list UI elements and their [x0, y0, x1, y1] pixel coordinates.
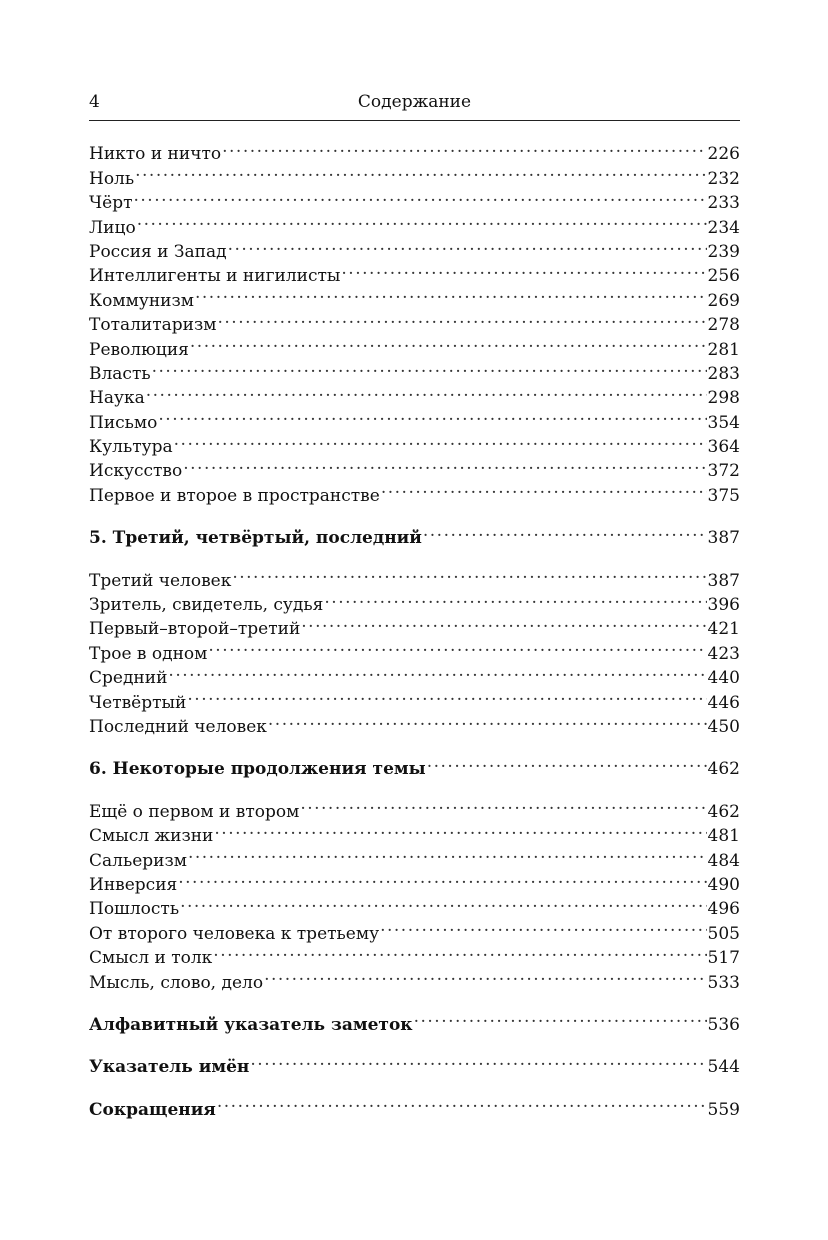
- toc-entry-page: 232: [707, 168, 740, 189]
- toc-entry-title: От второго человека к третьему: [89, 923, 380, 944]
- toc-entry-title: Инверсия: [89, 874, 178, 895]
- running-header: [89, 90, 740, 121]
- toc-entry-title: Лицо: [89, 217, 136, 238]
- toc-entry-page: 226: [707, 144, 740, 165]
- dot-leader: [301, 610, 706, 634]
- toc-entry-title: Первое и второе в пространстве: [89, 485, 380, 506]
- dot-leader: [341, 257, 706, 281]
- dot-leader: [218, 306, 707, 330]
- toc-group-chapter-5-items: [89, 561, 740, 737]
- toc-entry-page: 387: [707, 570, 740, 591]
- toc-entry-title: Коммунизм: [89, 290, 194, 311]
- toc-entry[interactable]: [89, 561, 740, 591]
- toc-entry-page: 234: [707, 217, 740, 238]
- dot-leader: [190, 330, 707, 354]
- toc-entry-page: 364: [707, 437, 740, 458]
- toc-entry-title: Тоталитаризм: [89, 315, 217, 336]
- toc-entry[interactable]: [89, 403, 740, 433]
- dot-leader: [168, 659, 706, 683]
- toc-entry-page: 281: [707, 339, 740, 360]
- toc-entry-page: 375: [707, 485, 740, 506]
- toc-entry-title: Смысл и толк: [89, 948, 213, 969]
- toc-alphabetic-index[interactable]: [89, 1006, 740, 1035]
- toc-entry-page: 481: [707, 826, 740, 847]
- toc-entry-page: 256: [707, 266, 740, 287]
- dot-leader: [414, 1006, 707, 1030]
- dot-leader: [232, 561, 706, 585]
- dot-leader: [137, 208, 707, 232]
- toc-entry-page: 440: [707, 668, 740, 689]
- toc-entry-title: Первый–второй–третий: [89, 619, 301, 640]
- toc-entry[interactable]: [89, 184, 740, 214]
- toc-chapter-page: 536: [707, 1014, 740, 1035]
- toc-entry[interactable]: [89, 683, 740, 713]
- dot-leader: [135, 159, 706, 183]
- dot-leader: [158, 403, 706, 427]
- toc-name-index[interactable]: [89, 1048, 740, 1078]
- dot-leader: [174, 428, 707, 452]
- toc-entry[interactable]: [89, 233, 740, 262]
- dot-leader: [208, 634, 706, 658]
- table-of-contents: [89, 135, 740, 1120]
- toc-entry-page: 446: [707, 692, 740, 713]
- toc-entry-title: Зритель, свидетель, судья: [89, 595, 324, 616]
- dot-leader: [380, 914, 706, 938]
- toc-chapter-page: 559: [707, 1099, 740, 1120]
- toc-entry[interactable]: [89, 379, 740, 409]
- toc-group-chapter-6-items: [89, 792, 740, 993]
- dot-leader: [217, 1090, 707, 1114]
- toc-entry-page: 233: [707, 193, 740, 214]
- toc-entry-title: Трое в одном: [89, 643, 208, 664]
- dot-leader: [214, 817, 706, 841]
- toc-group-chapter-4-items: [89, 135, 740, 506]
- toc-group-name-index: [89, 1048, 740, 1078]
- dot-leader: [228, 233, 707, 257]
- toc-entry-page: 496: [707, 899, 740, 920]
- toc-entry-page: 490: [707, 874, 740, 895]
- toc-entry-page: 239: [707, 241, 740, 262]
- toc-entry[interactable]: [89, 355, 740, 384]
- dot-leader: [187, 683, 706, 707]
- toc-entry-page: 372: [707, 461, 740, 482]
- toc-chapter-page: 544: [707, 1057, 740, 1078]
- toc-entry-title: Сальеризм: [89, 850, 187, 871]
- toc-entry-title: Смысл жизни: [89, 826, 214, 847]
- toc-chapter-title: Алфавитный указатель заметок: [89, 1014, 413, 1035]
- toc-entry-page: 283: [707, 363, 740, 384]
- running-title: Содержание: [357, 92, 472, 112]
- toc-entry[interactable]: [89, 208, 740, 238]
- toc-entry-title: Никто и ничто: [89, 144, 222, 165]
- toc-entry-title: Власть: [89, 363, 151, 384]
- toc-entry-title: Наука: [89, 388, 145, 409]
- page-number: 4: [89, 92, 100, 112]
- toc-entry-page: 298: [707, 388, 740, 409]
- toc-entry-title: Ноль: [89, 168, 135, 189]
- toc-entry-page: 269: [707, 290, 740, 311]
- dot-leader: [324, 586, 706, 610]
- toc-entry-title: Мысль, слово, дело: [89, 972, 264, 993]
- toc-entry-title: Чёрт: [89, 193, 133, 214]
- dot-leader: [134, 184, 707, 208]
- dot-leader: [423, 519, 707, 543]
- toc-group-alphabetic-index: [89, 1006, 740, 1035]
- toc-entry[interactable]: [89, 135, 740, 165]
- dot-leader: [188, 841, 707, 865]
- dot-leader: [152, 355, 707, 379]
- toc-entry-page: 278: [707, 315, 740, 336]
- toc-entry-title: Ещё о первом и втором: [89, 801, 300, 822]
- toc-chapter-title: 5. Третий, четвёртый, последний: [89, 528, 422, 549]
- dot-leader: [250, 1048, 706, 1072]
- toc-entry-title: Четвёртый: [89, 692, 187, 713]
- dot-leader: [427, 750, 707, 774]
- toc-entry-page: 505: [707, 923, 740, 944]
- toc-entry-page: 396: [707, 595, 740, 616]
- dot-leader: [381, 476, 707, 500]
- toc-entry[interactable]: [89, 452, 740, 482]
- dot-leader: [180, 890, 706, 914]
- toc-entry[interactable]: [89, 792, 740, 822]
- toc-entry-title: Средний: [89, 668, 168, 689]
- toc-entry-page: 423: [707, 643, 740, 664]
- toc-chapter-heading[interactable]: [89, 519, 740, 549]
- toc-group-abbreviations: [89, 1090, 740, 1120]
- dot-leader: [213, 939, 706, 963]
- document-page: [89, 90, 740, 1120]
- toc-entry-page: 484: [707, 850, 740, 871]
- toc-entry[interactable]: [89, 708, 740, 737]
- dot-leader: [195, 281, 707, 305]
- toc-entry[interactable]: [89, 914, 740, 944]
- toc-entry[interactable]: [89, 476, 740, 506]
- dot-leader: [178, 866, 706, 890]
- toc-entry[interactable]: [89, 428, 740, 458]
- toc-entry-title: Россия и Запад: [89, 241, 227, 262]
- toc-entry-title: Письмо: [89, 412, 158, 433]
- dot-leader: [183, 452, 706, 476]
- toc-chapter-title: Указатель имён: [89, 1057, 250, 1078]
- toc-entry-page: 421: [707, 619, 740, 640]
- toc-entry-title: Третий человек: [89, 570, 232, 591]
- toc-entry-title: Искусство: [89, 461, 183, 482]
- toc-entry[interactable]: [89, 159, 740, 189]
- toc-abbreviations[interactable]: [89, 1090, 740, 1120]
- toc-entry-title: Культура: [89, 437, 173, 458]
- toc-entry-page: 517: [707, 948, 740, 969]
- toc-entry-page: 462: [707, 801, 740, 822]
- toc-chapter-page: 462: [707, 759, 740, 780]
- toc-group-chapter-5-heading: [89, 519, 740, 549]
- toc-chapter-heading[interactable]: [89, 750, 740, 780]
- toc-entry-page: 533: [707, 972, 740, 993]
- dot-leader: [146, 379, 707, 403]
- toc-entry-title: Последний человек: [89, 716, 267, 737]
- dot-leader: [268, 708, 707, 732]
- toc-chapter-page: 387: [707, 528, 740, 549]
- toc-entry[interactable]: [89, 866, 740, 895]
- toc-chapter-title: Сокращения: [89, 1099, 216, 1120]
- dot-leader: [300, 792, 706, 816]
- toc-entry-title: Революция: [89, 339, 189, 360]
- toc-entry-title: Интеллигенты и нигилисты: [89, 266, 341, 287]
- dot-leader: [264, 963, 706, 987]
- toc-entry[interactable]: [89, 890, 740, 920]
- toc-entry[interactable]: [89, 659, 740, 689]
- toc-entry-page: 450: [707, 716, 740, 737]
- toc-chapter-title: 6. Некоторые продолжения темы: [89, 759, 426, 780]
- toc-entry-page: 354: [707, 412, 740, 433]
- dot-leader: [222, 135, 706, 159]
- toc-group-chapter-6-heading: [89, 750, 740, 780]
- toc-entry-title: Пошлость: [89, 899, 180, 920]
